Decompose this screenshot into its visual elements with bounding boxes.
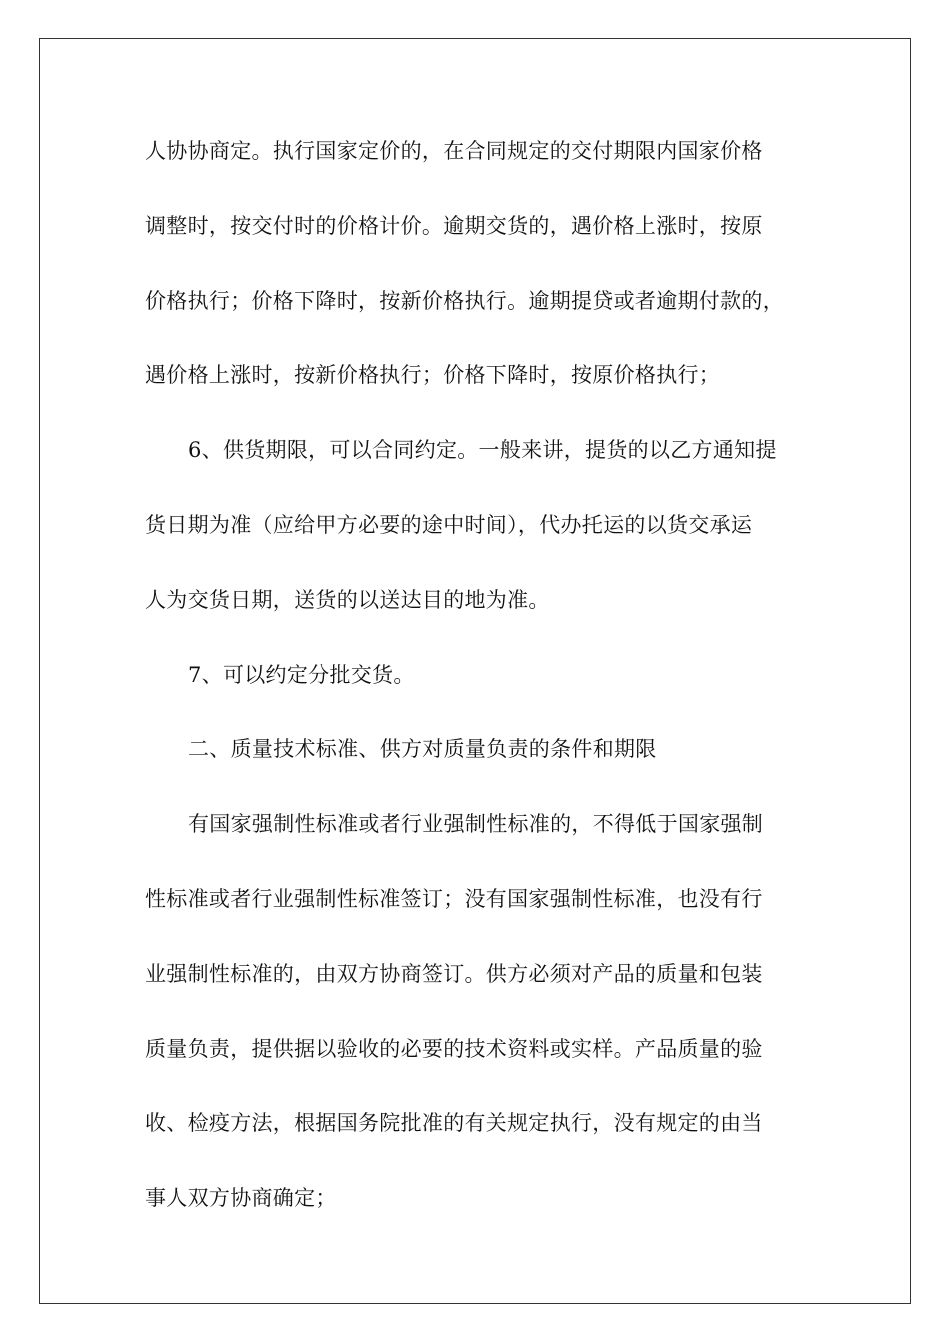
text-line: 事人双方协商确定； bbox=[145, 1186, 337, 1211]
text-line: 性标准或者行业强制性标准签订；没有国家强制性标准，也没有行 bbox=[145, 886, 763, 911]
paragraph-start: 有国家强制性标准或者行业强制性标准的，不得低于国家强制 bbox=[188, 812, 764, 837]
section-heading: 二、质量技术标准、供方对质量负责的条件和期限 bbox=[188, 737, 657, 762]
text-line: 质量负责，提供据以验收的必要的技术资料或实样。产品质量的验 bbox=[145, 1036, 763, 1061]
document-body bbox=[145, 127, 810, 1249]
text-line: 人为交货日期，送货的以送达目的地为准。 bbox=[145, 587, 550, 612]
text-line: 业强制性标准的，由双方协商签订。供方必须对产品的质量和包装 bbox=[145, 961, 763, 986]
text-line: 货日期为准（应给甲方必要的途中时间），代办托运的以货交承运 bbox=[145, 512, 753, 537]
text-line: 人协协商定。执行国家定价的，在合同规定的交付期限内国家价格 bbox=[145, 139, 763, 163]
text-line: 收、检疫方法，根据国务院批准的有关规定执行，没有规定的由当 bbox=[145, 1111, 763, 1136]
text-line: 价格执行；价格下降时，按新价格执行。逾期提贷或者逾期付款的， bbox=[145, 288, 784, 313]
paragraph-item-7: 7、可以约定分批交货。 bbox=[188, 662, 415, 687]
text-line: 遇价格上涨时，按新价格执行；价格下降时，按原价格执行； bbox=[145, 363, 721, 388]
text-line: 调整时，按交付时的价格计价。逾期交货的，遇价格上涨时，按原 bbox=[145, 213, 763, 238]
paragraph-item-6: 6、供货期限，可以合同约定。一般来讲，提货的以乙方通知提 bbox=[188, 438, 777, 463]
